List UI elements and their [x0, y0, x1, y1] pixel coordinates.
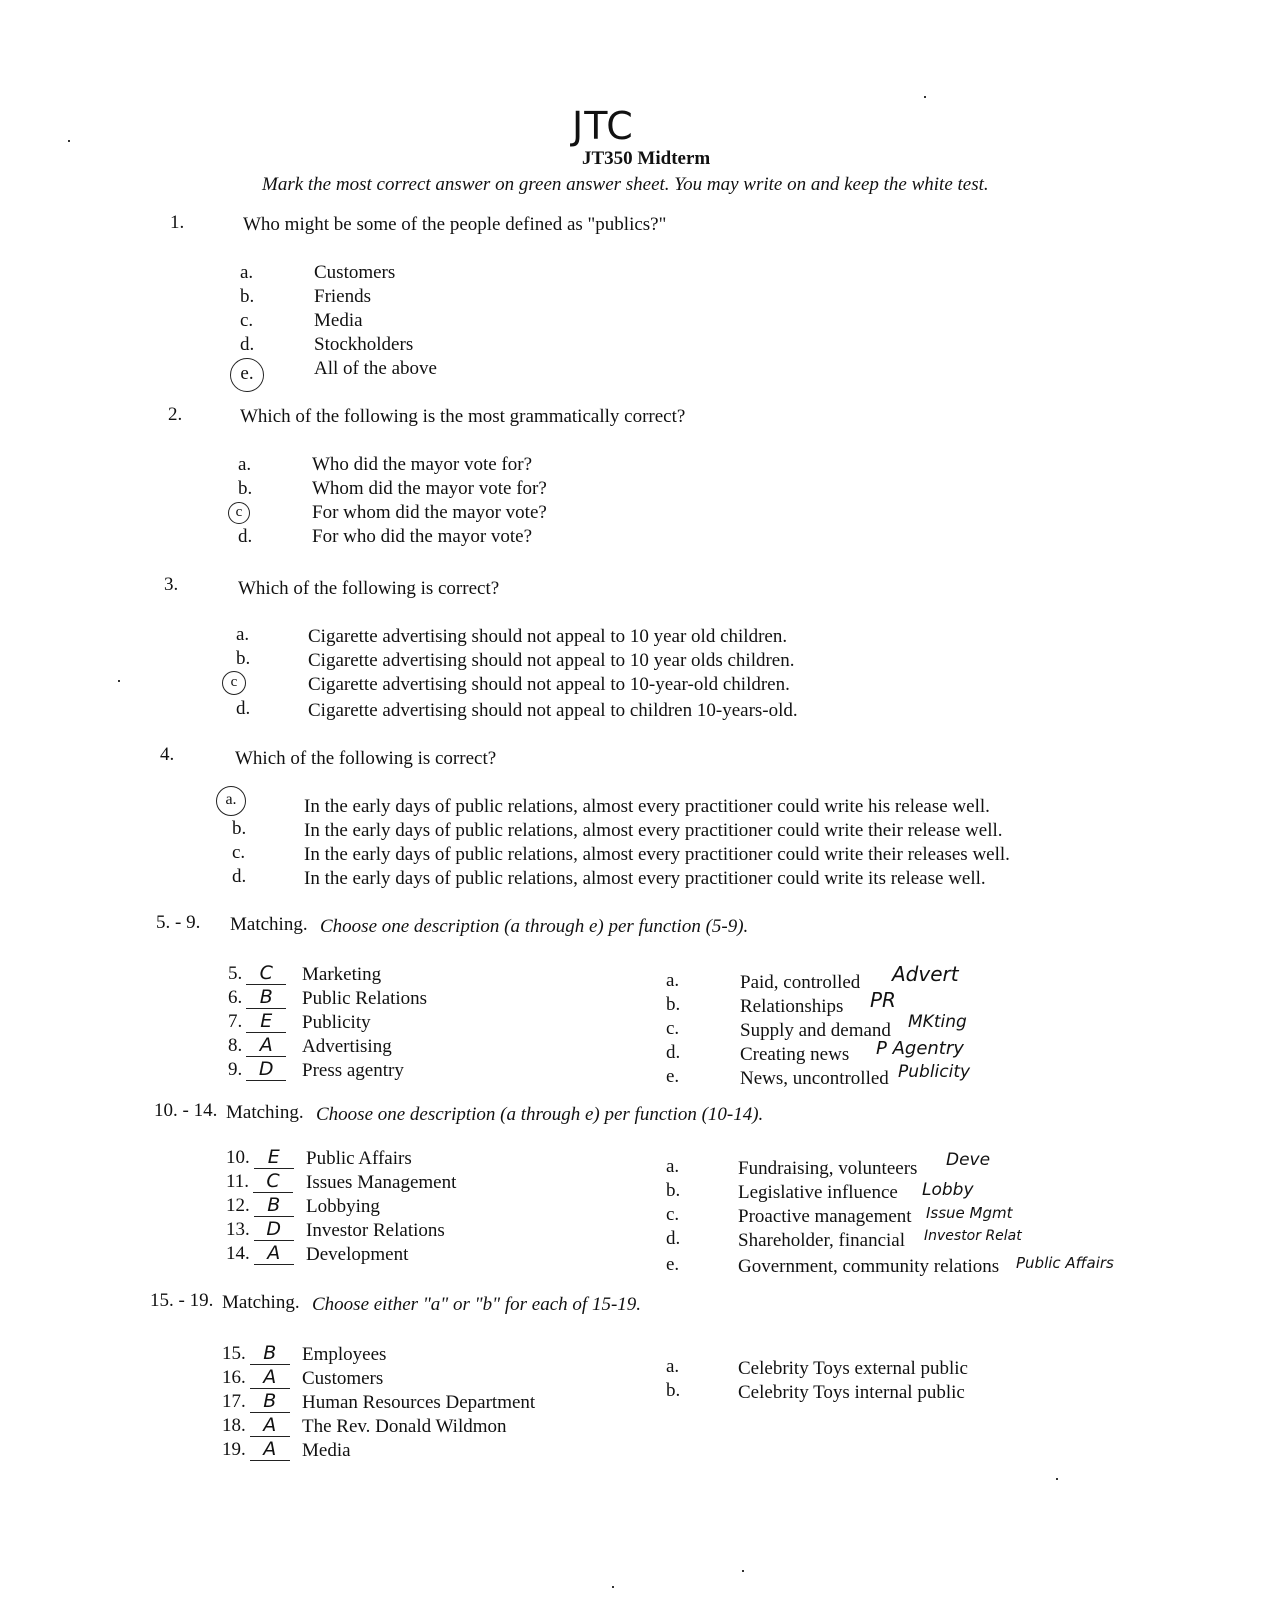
answer-blank[interactable]: D — [254, 1218, 294, 1241]
answer-blank[interactable]: E — [246, 1010, 286, 1033]
option-letter: d. — [238, 526, 253, 547]
matching-range: 15. - 19. — [150, 1290, 214, 1311]
description-letter: a. — [666, 1156, 680, 1177]
option-text: For whom did the mayor vote? — [312, 502, 547, 523]
option-letter: b. — [236, 648, 251, 669]
description-text: Paid, controlled — [740, 972, 861, 993]
function-number: 14. — [226, 1243, 250, 1264]
description-text: Supply and demand — [740, 1020, 891, 1041]
function-name: Issues Management — [306, 1172, 457, 1193]
option-letter: a. — [238, 454, 252, 475]
function-number: 17. — [222, 1391, 246, 1412]
function-name: Public Relations — [302, 988, 428, 1009]
option-text: Cigarette advertising should not appeal to children 10-years-old. — [308, 700, 798, 721]
option-text: Cigarette advertising should not appeal to 10 year old children. — [308, 626, 788, 647]
question-number: 4. — [160, 744, 175, 765]
handwritten-note: Deve — [946, 1150, 991, 1170]
description-text: Proactive management — [738, 1206, 912, 1227]
matching-function-row — [226, 1218, 298, 1241]
handwritten-note: MKting — [908, 1012, 967, 1032]
function-name: The Rev. Donald Wildmon — [302, 1416, 507, 1437]
description-letter: e. — [666, 1066, 680, 1087]
description-text: Relationships — [740, 996, 844, 1017]
matching-instruction: Choose either "a" or "b" for each of 15-19. — [312, 1294, 642, 1315]
function-number: 8. — [228, 1035, 243, 1056]
matching-range: 5. - 9. — [156, 912, 201, 933]
answer-blank[interactable]: A — [250, 1366, 290, 1389]
function-name: Development — [306, 1244, 409, 1265]
question-number: 3. — [164, 574, 179, 595]
description-letter: e. — [666, 1254, 680, 1275]
option-letter: c. — [240, 310, 254, 331]
function-name: Public Affairs — [306, 1148, 412, 1169]
option-letter-circled — [236, 358, 264, 392]
matching-function-row — [222, 1438, 294, 1461]
matching-instruction: Choose one description (a through e) per function (10-14). — [316, 1104, 764, 1125]
matching-label: Matching. — [222, 1292, 300, 1313]
option-text: Friends — [314, 286, 371, 307]
description-letter: d. — [666, 1042, 681, 1063]
option-text: Customers — [314, 262, 396, 283]
question-text: Who might be some of the people defined as "publics?" — [243, 214, 667, 235]
handwritten-note: Issue Mgmt — [926, 1204, 1013, 1222]
option-text: Who did the mayor vote for? — [312, 454, 533, 475]
matching-function-row — [226, 1242, 298, 1265]
option-text: Media — [314, 310, 363, 331]
function-number: 5. — [228, 963, 243, 984]
function-number: 18. — [222, 1415, 246, 1436]
option-letter: b. — [240, 286, 255, 307]
matching-label: Matching. — [230, 914, 308, 935]
option-letter: d. — [240, 334, 255, 355]
matching-range: 10. - 14. — [154, 1100, 218, 1121]
description-text: Creating news — [740, 1044, 850, 1065]
matching-function-row — [228, 1058, 290, 1081]
answer-blank[interactable]: C — [246, 962, 286, 985]
description-letter: b. — [666, 1180, 681, 1201]
answer-blank[interactable]: B — [246, 986, 286, 1009]
handwritten-note: Advert — [892, 962, 959, 986]
matching-function-row — [222, 1366, 294, 1389]
option-letter-circled — [228, 670, 246, 695]
handwritten-note: PR — [870, 988, 896, 1012]
matching-function-row — [222, 1342, 294, 1365]
answer-blank[interactable]: A — [246, 1034, 286, 1057]
function-number: 7. — [228, 1011, 243, 1032]
matching-function-row — [226, 1170, 297, 1193]
instructions: Mark the most correct answer on green answer sheet. You may write on and keep the white test. — [262, 174, 989, 195]
scan-speck — [1056, 1478, 1058, 1480]
option-letter: c. — [232, 842, 246, 863]
option-letter: a. — [240, 262, 254, 283]
question-number: 2. — [168, 404, 183, 425]
function-name: Customers — [302, 1368, 384, 1389]
function-number: 6. — [228, 987, 243, 1008]
answer-blank[interactable]: D — [246, 1058, 286, 1081]
function-name: Lobbying — [306, 1196, 380, 1217]
option-text: Cigarette advertising should not appeal to 10-year-old children. — [308, 674, 790, 695]
option-text: In the early days of public relations, almost every practitioner could write their release well. — [304, 820, 1003, 841]
page-title: JT350 Midterm — [582, 148, 711, 169]
answer-circle: c — [228, 502, 250, 524]
matching-function-row — [222, 1390, 294, 1413]
matching-function-row — [228, 986, 290, 1009]
matching-function-row — [228, 962, 290, 985]
function-number: 16. — [222, 1367, 246, 1388]
handwritten-note: Lobby — [922, 1180, 974, 1200]
answer-blank[interactable]: A — [250, 1438, 290, 1461]
description-letter: c. — [666, 1018, 680, 1039]
option-text: Stockholders — [314, 334, 414, 355]
matching-function-row — [226, 1146, 298, 1169]
answer-circle: a. — [216, 786, 246, 816]
function-number: 10. — [226, 1147, 250, 1168]
scan-speck — [612, 1586, 614, 1588]
description-text: Celebrity Toys external public — [738, 1358, 968, 1379]
option-letter: b. — [238, 478, 253, 499]
handwritten-initials: JTC — [572, 104, 634, 148]
matching-instruction: Choose one description (a through e) per function (5-9). — [320, 916, 749, 937]
option-text: Cigarette advertising should not appeal to 10 year olds children. — [308, 650, 795, 671]
question-text: Which of the following is correct? — [235, 748, 497, 769]
answer-blank[interactable]: A — [250, 1414, 290, 1437]
function-number: 9. — [228, 1059, 243, 1080]
scan-speck — [68, 140, 70, 142]
question-number: 1. — [170, 212, 185, 233]
description-letter: a. — [666, 1356, 680, 1377]
answer-circle: c — [222, 671, 246, 695]
question-text: Which of the following is the most grammatically correct? — [240, 406, 686, 427]
option-text: In the early days of public relations, almost every practitioner could write its release well. — [304, 868, 986, 889]
option-letter-circled — [234, 500, 250, 524]
scan-speck — [924, 96, 926, 98]
description-letter: c. — [666, 1204, 680, 1225]
answer-blank[interactable]: B — [250, 1390, 290, 1413]
answer-circle: e. — [230, 358, 264, 392]
function-name: Marketing — [302, 964, 382, 985]
description-letter: b. — [666, 994, 681, 1015]
scan-speck — [118, 680, 120, 682]
option-letter: b. — [232, 818, 247, 839]
option-letter: d. — [236, 698, 251, 719]
answer-blank[interactable]: A — [254, 1242, 294, 1265]
option-letter: a. — [236, 624, 250, 645]
description-text: Government, community relations — [738, 1256, 1000, 1277]
answer-blank[interactable]: B — [250, 1342, 290, 1365]
matching-function-row — [226, 1194, 298, 1217]
description-letter: b. — [666, 1380, 681, 1401]
question-text: Which of the following is correct? — [238, 578, 500, 599]
description-text: Legislative influence — [738, 1182, 898, 1203]
function-number: 15. — [222, 1343, 246, 1364]
matching-function-row — [222, 1414, 294, 1437]
description-letter: a. — [666, 970, 680, 991]
function-number: 12. — [226, 1195, 250, 1216]
description-text: Fundraising, volunteers — [738, 1158, 918, 1179]
answer-blank[interactable]: C — [253, 1170, 293, 1193]
option-letter-circled — [222, 786, 246, 816]
function-name: Publicity — [302, 1012, 371, 1033]
matching-function-row — [228, 1034, 290, 1057]
handwritten-note: Investor Relat — [924, 1228, 1022, 1244]
handwritten-note: Publicity — [898, 1062, 971, 1082]
option-text: Whom did the mayor vote for? — [312, 478, 547, 499]
function-name: Press agentry — [302, 1060, 404, 1081]
function-name: Investor Relations — [306, 1220, 445, 1241]
function-number: 11. — [226, 1171, 250, 1192]
function-name: Media — [302, 1440, 351, 1461]
matching-label: Matching. — [226, 1102, 304, 1123]
option-letter: d. — [232, 866, 247, 887]
answer-blank[interactable]: B — [254, 1194, 294, 1217]
handwritten-note: Public Affairs — [1016, 1254, 1114, 1272]
answer-blank[interactable]: E — [254, 1146, 294, 1169]
handwritten-note: P Agentry — [876, 1038, 964, 1059]
description-letter: d. — [666, 1228, 681, 1249]
logo — [572, 104, 634, 148]
option-text: In the early days of public relations, almost every practitioner could write their releases well. — [304, 844, 1010, 865]
option-text: In the early days of public relations, almost every practitioner could write his release well. — [304, 796, 990, 817]
function-name: Human Resources Department — [302, 1392, 536, 1413]
option-text: For who did the mayor vote? — [312, 526, 533, 547]
scan-speck — [742, 1570, 744, 1572]
description-text: News, uncontrolled — [740, 1068, 889, 1089]
function-name: Advertising — [302, 1036, 392, 1057]
function-number: 13. — [226, 1219, 250, 1240]
option-text: All of the above — [314, 358, 437, 379]
matching-function-row — [228, 1010, 290, 1033]
function-number: 19. — [222, 1439, 246, 1460]
description-text: Celebrity Toys internal public — [738, 1382, 965, 1403]
description-text: Shareholder, financial — [738, 1230, 906, 1251]
function-name: Employees — [302, 1344, 387, 1365]
